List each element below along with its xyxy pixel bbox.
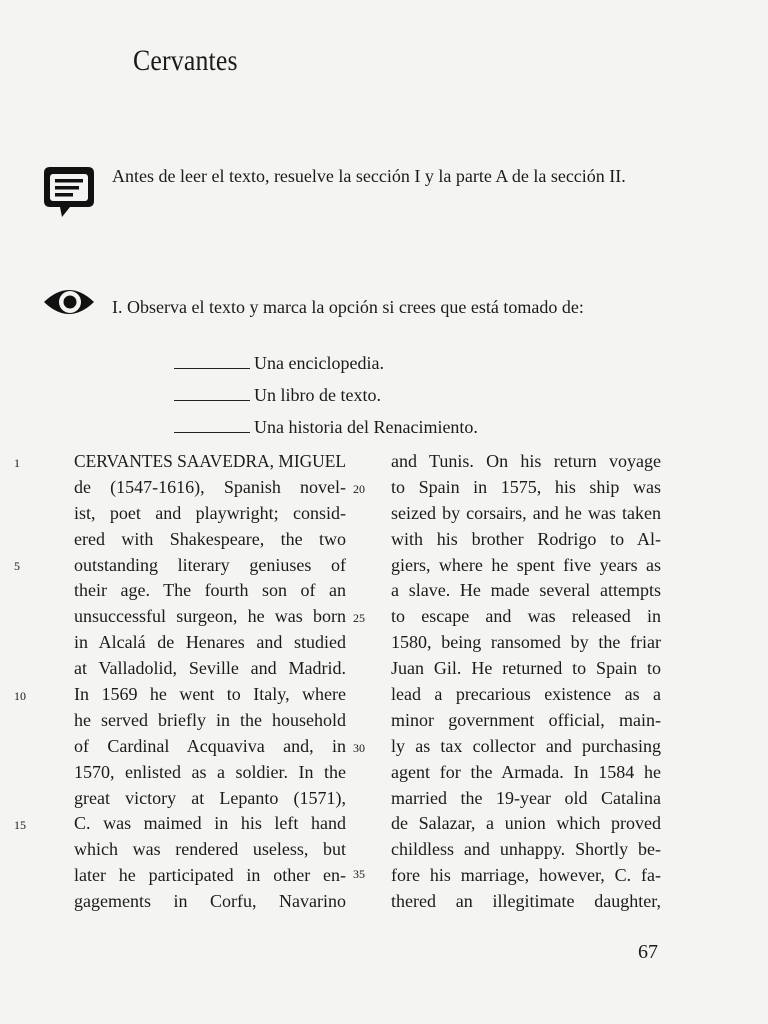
line-number: 20 <box>353 482 365 496</box>
instruction-text-1: Antes de leer el texto, resuelve la sección I y la parte A de la sección II. <box>112 166 626 186</box>
text-line: ly as tax collector and purchasing <box>391 735 661 756</box>
text-line: in Alcalá de Henares and studied <box>74 632 346 653</box>
text-line: childless and unhappy. Shortly be- <box>391 839 661 860</box>
text-line: to Spain in 1575, his ship was <box>391 476 661 497</box>
text-line: great victory at Lepanto (1571), <box>74 787 346 808</box>
text-line: de Salazar, a union which proved <box>391 813 661 834</box>
source-options <box>174 342 478 438</box>
text-line: C. was maimed in his left hand <box>74 813 346 834</box>
answer-blank[interactable] <box>174 432 250 433</box>
text-line: Juan Gil. He returned to Spain to <box>391 658 661 679</box>
instruction-text-2: I. Observa el texto y marca la opción si crees que está tomado de: <box>112 297 584 317</box>
text-line: de (1547-1616), Spanish novel- <box>74 476 346 497</box>
line-number: 30 <box>353 741 365 755</box>
text-line: thered an illegitimate daughter, <box>391 891 661 912</box>
answer-blank[interactable] <box>174 368 250 369</box>
text-column-left <box>74 449 346 915</box>
text-line: CERVANTES SAAVEDRA, MIGUEL <box>74 451 346 471</box>
speech-bubble-icon <box>42 163 96 224</box>
text-line: ered with Shakespeare, the two <box>74 528 346 549</box>
text-line: outstanding literary geniuses of <box>74 554 346 575</box>
text-line: fore his marriage, however, C. fa- <box>391 865 661 886</box>
text-line: their age. The fourth son of an <box>74 580 346 601</box>
answer-blank[interactable] <box>174 400 250 401</box>
option-renaissance-history[interactable] <box>174 406 478 438</box>
text-line: to escape and was released in <box>391 606 661 627</box>
text-line: which was rendered useless, but <box>74 839 346 860</box>
text-line: giers, where he spent five years as <box>391 554 661 575</box>
line-number: 1 <box>14 456 20 470</box>
line-number: 35 <box>353 867 365 881</box>
text-line: unsuccessful surgeon, he was born <box>74 606 346 627</box>
text-line: lead a precarious existence as a <box>391 684 661 705</box>
eye-icon <box>42 282 96 327</box>
text-line: 1570, enlisted as a soldier. In the <box>74 761 346 782</box>
option-label: Un libro de texto. <box>254 385 381 405</box>
text-line: and Tunis. On his return voyage <box>391 451 661 471</box>
text-line: minor government official, main- <box>391 709 661 730</box>
text-line: he served briefly in the household <box>74 709 346 730</box>
line-number: 5 <box>14 559 20 573</box>
option-label: Una enciclopedia. <box>254 353 384 373</box>
text-column-right <box>391 449 661 915</box>
text-line: seized by corsairs, and he was taken <box>391 502 661 523</box>
text-line: later he participated in other en- <box>74 865 346 886</box>
text-line: married the 19-year old Catalina <box>391 787 661 808</box>
text-line: a slave. He made several attempts <box>391 580 661 601</box>
text-line: of Cardinal Acquaviva and, in <box>74 735 346 756</box>
line-number: 10 <box>14 689 26 703</box>
option-label: Una historia del Renacimiento. <box>254 417 478 437</box>
text-line: at Valladolid, Seville and Madrid. <box>74 658 346 679</box>
line-number: 15 <box>14 818 26 832</box>
text-line: 1580, being ransomed by the friar <box>391 632 661 653</box>
text-line: ist, poet and playwright; consid- <box>74 502 346 523</box>
option-encyclopedia[interactable] <box>174 342 478 374</box>
text-line: with his brother Rodrigo to Al- <box>391 528 661 549</box>
page-title: Cervantes <box>133 44 238 77</box>
text-line: In 1569 he went to Italy, where <box>74 684 346 705</box>
text-line: gagements in Corfu, Navarino <box>74 891 346 912</box>
text-line: agent for the Armada. In 1584 he <box>391 761 661 782</box>
line-number: 25 <box>353 611 365 625</box>
page-number: 67 <box>638 941 658 963</box>
option-textbook[interactable] <box>174 374 478 406</box>
